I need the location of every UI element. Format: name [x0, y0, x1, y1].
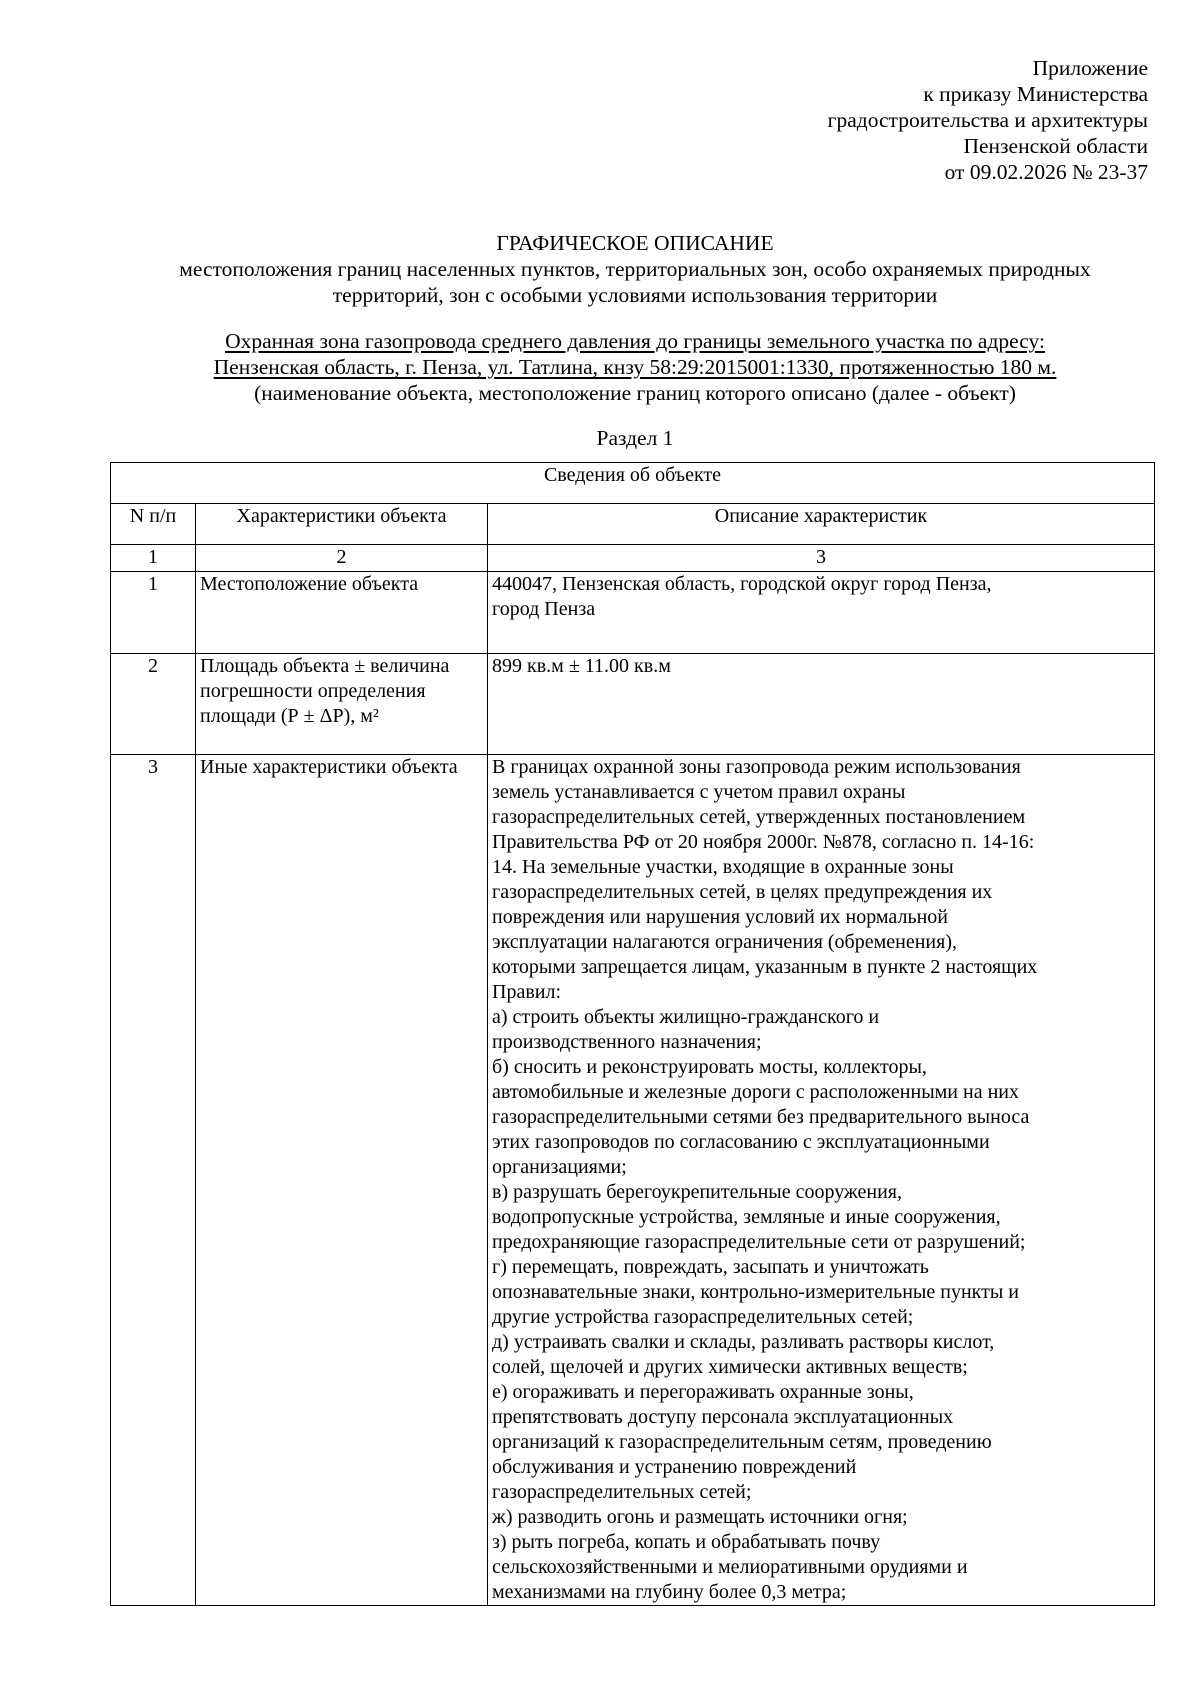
appendix-line: Пензенской области	[963, 134, 1148, 158]
row-number: 3	[111, 755, 196, 1606]
description-line: а) строить объекты жилищно-гражданского и	[492, 1006, 880, 1028]
column-number: 2	[196, 545, 488, 572]
object-info-table	[110, 462, 1155, 1606]
description-line: 440047, Пензенская область, городской округ город Пенза,	[492, 573, 992, 595]
row-description	[488, 654, 1155, 755]
appendix-date-line: от 09.02.2026 № 23-37	[944, 160, 1148, 184]
row-number: 1	[111, 572, 196, 654]
description-line: газораспределительными сетями без предварительного выноса	[492, 1106, 1030, 1128]
description-line: предохраняющие газораспределительные сети от разрушений;	[492, 1231, 1026, 1253]
description-line: газораспределительных сетей, в целях предупреждения их	[492, 881, 993, 903]
description-line: другие устройства газораспределительных сетей;	[492, 1306, 914, 1328]
description-line: В границах охранной зоны газопровода режим использования	[492, 756, 1021, 778]
appendix-line: к приказу Министерства	[923, 82, 1148, 106]
description-line: город Пенза	[492, 598, 596, 620]
row-characteristic	[196, 572, 488, 654]
appendix-line: градостроительства и архитектуры	[827, 108, 1148, 132]
object-name-caption: (наименование объекта, местоположение границ которого описано (далее - объект)	[254, 381, 1016, 405]
description-line: препятствовать доступу персонала эксплуатационных	[492, 1406, 954, 1428]
description-line: г) перемещать, повреждать, засыпать и уничтожать	[492, 1256, 929, 1278]
description-line: опознавательные знаки, контрольно-измерительные пункты и	[492, 1281, 1019, 1303]
description-line: производственного назначения;	[492, 1031, 762, 1053]
table-row	[111, 654, 1155, 755]
object-name-line: Пензенская область, г. Пенза, ул. Татлина, кнзу 58:29:2015001:1330, протяженностью 180 м.	[213, 355, 1057, 379]
document-subtitle-line: территорий, зон с особыми условиями использования территории	[332, 283, 938, 307]
row-number: 2	[111, 654, 196, 755]
table-caption-row	[111, 463, 1155, 504]
description-line: повреждения или нарушения условий их нормальной	[492, 906, 948, 928]
description-line: ж) разводить огонь и размещать источники огня;	[492, 1506, 908, 1528]
document-title: ГРАФИЧЕСКОЕ ОПИСАНИЕ	[496, 231, 774, 255]
description-line: е) огораживать и перегораживать охранные зоны,	[492, 1381, 914, 1403]
description-line: эксплуатации налагаются ограничения (обременения),	[492, 931, 957, 953]
description-line: которыми запрещается лицам, указанным в пункте 2 настоящих	[492, 956, 1038, 978]
characteristic-line: погрешности определения	[200, 680, 426, 702]
document-title-block	[110, 230, 1160, 308]
description-line: солей, щелочей и других химически активных веществ;	[492, 1356, 968, 1378]
appendix-line: Приложение	[1032, 56, 1148, 80]
description-line: Правительства РФ от 20 ноября 2000г. №878, согласно п. 14-16:	[492, 831, 1035, 853]
header-description: Описание характеристик	[488, 504, 1155, 545]
description-line: газораспределительных сетей;	[492, 1481, 752, 1503]
description-line: этих газопроводов по согласованию с эксплуатационными	[492, 1131, 990, 1153]
appendix-block	[828, 55, 1148, 185]
description-line: 14. На земельные участки, входящие в охранные зоны	[492, 856, 954, 878]
table-caption: Сведения об объекте	[111, 463, 1155, 504]
description-line: з) рыть погреба, копать и обрабатывать почву	[492, 1531, 881, 1553]
characteristic-line: Площадь объекта ± величина	[200, 655, 450, 677]
characteristic-line: площади (Р ± ΔР), м²	[200, 705, 379, 727]
description-line: сельскохозяйственными и мелиоративными орудиями и	[492, 1556, 968, 1578]
description-line: 899 кв.м ± 11.00 кв.м	[492, 655, 671, 677]
description-line: газораспределительных сетей, утвержденных постановлением	[492, 806, 1026, 828]
description-line: земель устанавливается с учетом правил охраны	[492, 781, 906, 803]
table-header-row	[111, 504, 1155, 545]
column-number: 3	[488, 545, 1155, 572]
row-characteristic	[196, 755, 488, 1606]
description-line: автомобильные и железные дороги с расположенными на них	[492, 1081, 1019, 1103]
row-characteristic	[196, 654, 488, 755]
description-line: б) сносить и реконструировать мосты, коллекторы,	[492, 1056, 927, 1078]
section-label: Раздел 1	[596, 426, 674, 450]
table-row	[111, 755, 1155, 1606]
document-subtitle-line: местоположения границ населенных пунктов, территориальных зон, особо охраняемых природных	[179, 257, 1091, 281]
description-line: водопропускные устройства, земляные и иные сооружения,	[492, 1206, 1001, 1228]
description-line: в) разрушать берегоукрепительные сооружения,	[492, 1181, 902, 1203]
column-number-row	[111, 545, 1155, 572]
description-line: обслуживания и устранению повреждений	[492, 1456, 857, 1478]
object-name-block	[110, 328, 1160, 406]
row-description	[488, 572, 1155, 654]
object-name-line: Охранная зона газопровода среднего давления до границы земельного участка по адресу:	[225, 329, 1045, 353]
header-characteristic: Характеристики объекта	[196, 504, 488, 545]
table-row	[111, 572, 1155, 654]
description-line: д) устраивать свалки и склады, разливать растворы кислот,	[492, 1331, 995, 1353]
characteristic-line: Иные характеристики объекта	[200, 756, 458, 778]
column-number: 1	[111, 545, 196, 572]
characteristic-line: Местоположение объекта	[200, 573, 419, 595]
description-line: Правил:	[492, 981, 562, 1003]
description-line: организациями;	[492, 1156, 627, 1178]
header-number: N п/п	[111, 504, 196, 545]
description-line: организаций к газораспределительным сетям, проведению	[492, 1431, 992, 1453]
description-line: механизмами на глубину более 0,3 метра;	[492, 1581, 847, 1603]
row-description	[488, 755, 1155, 1606]
